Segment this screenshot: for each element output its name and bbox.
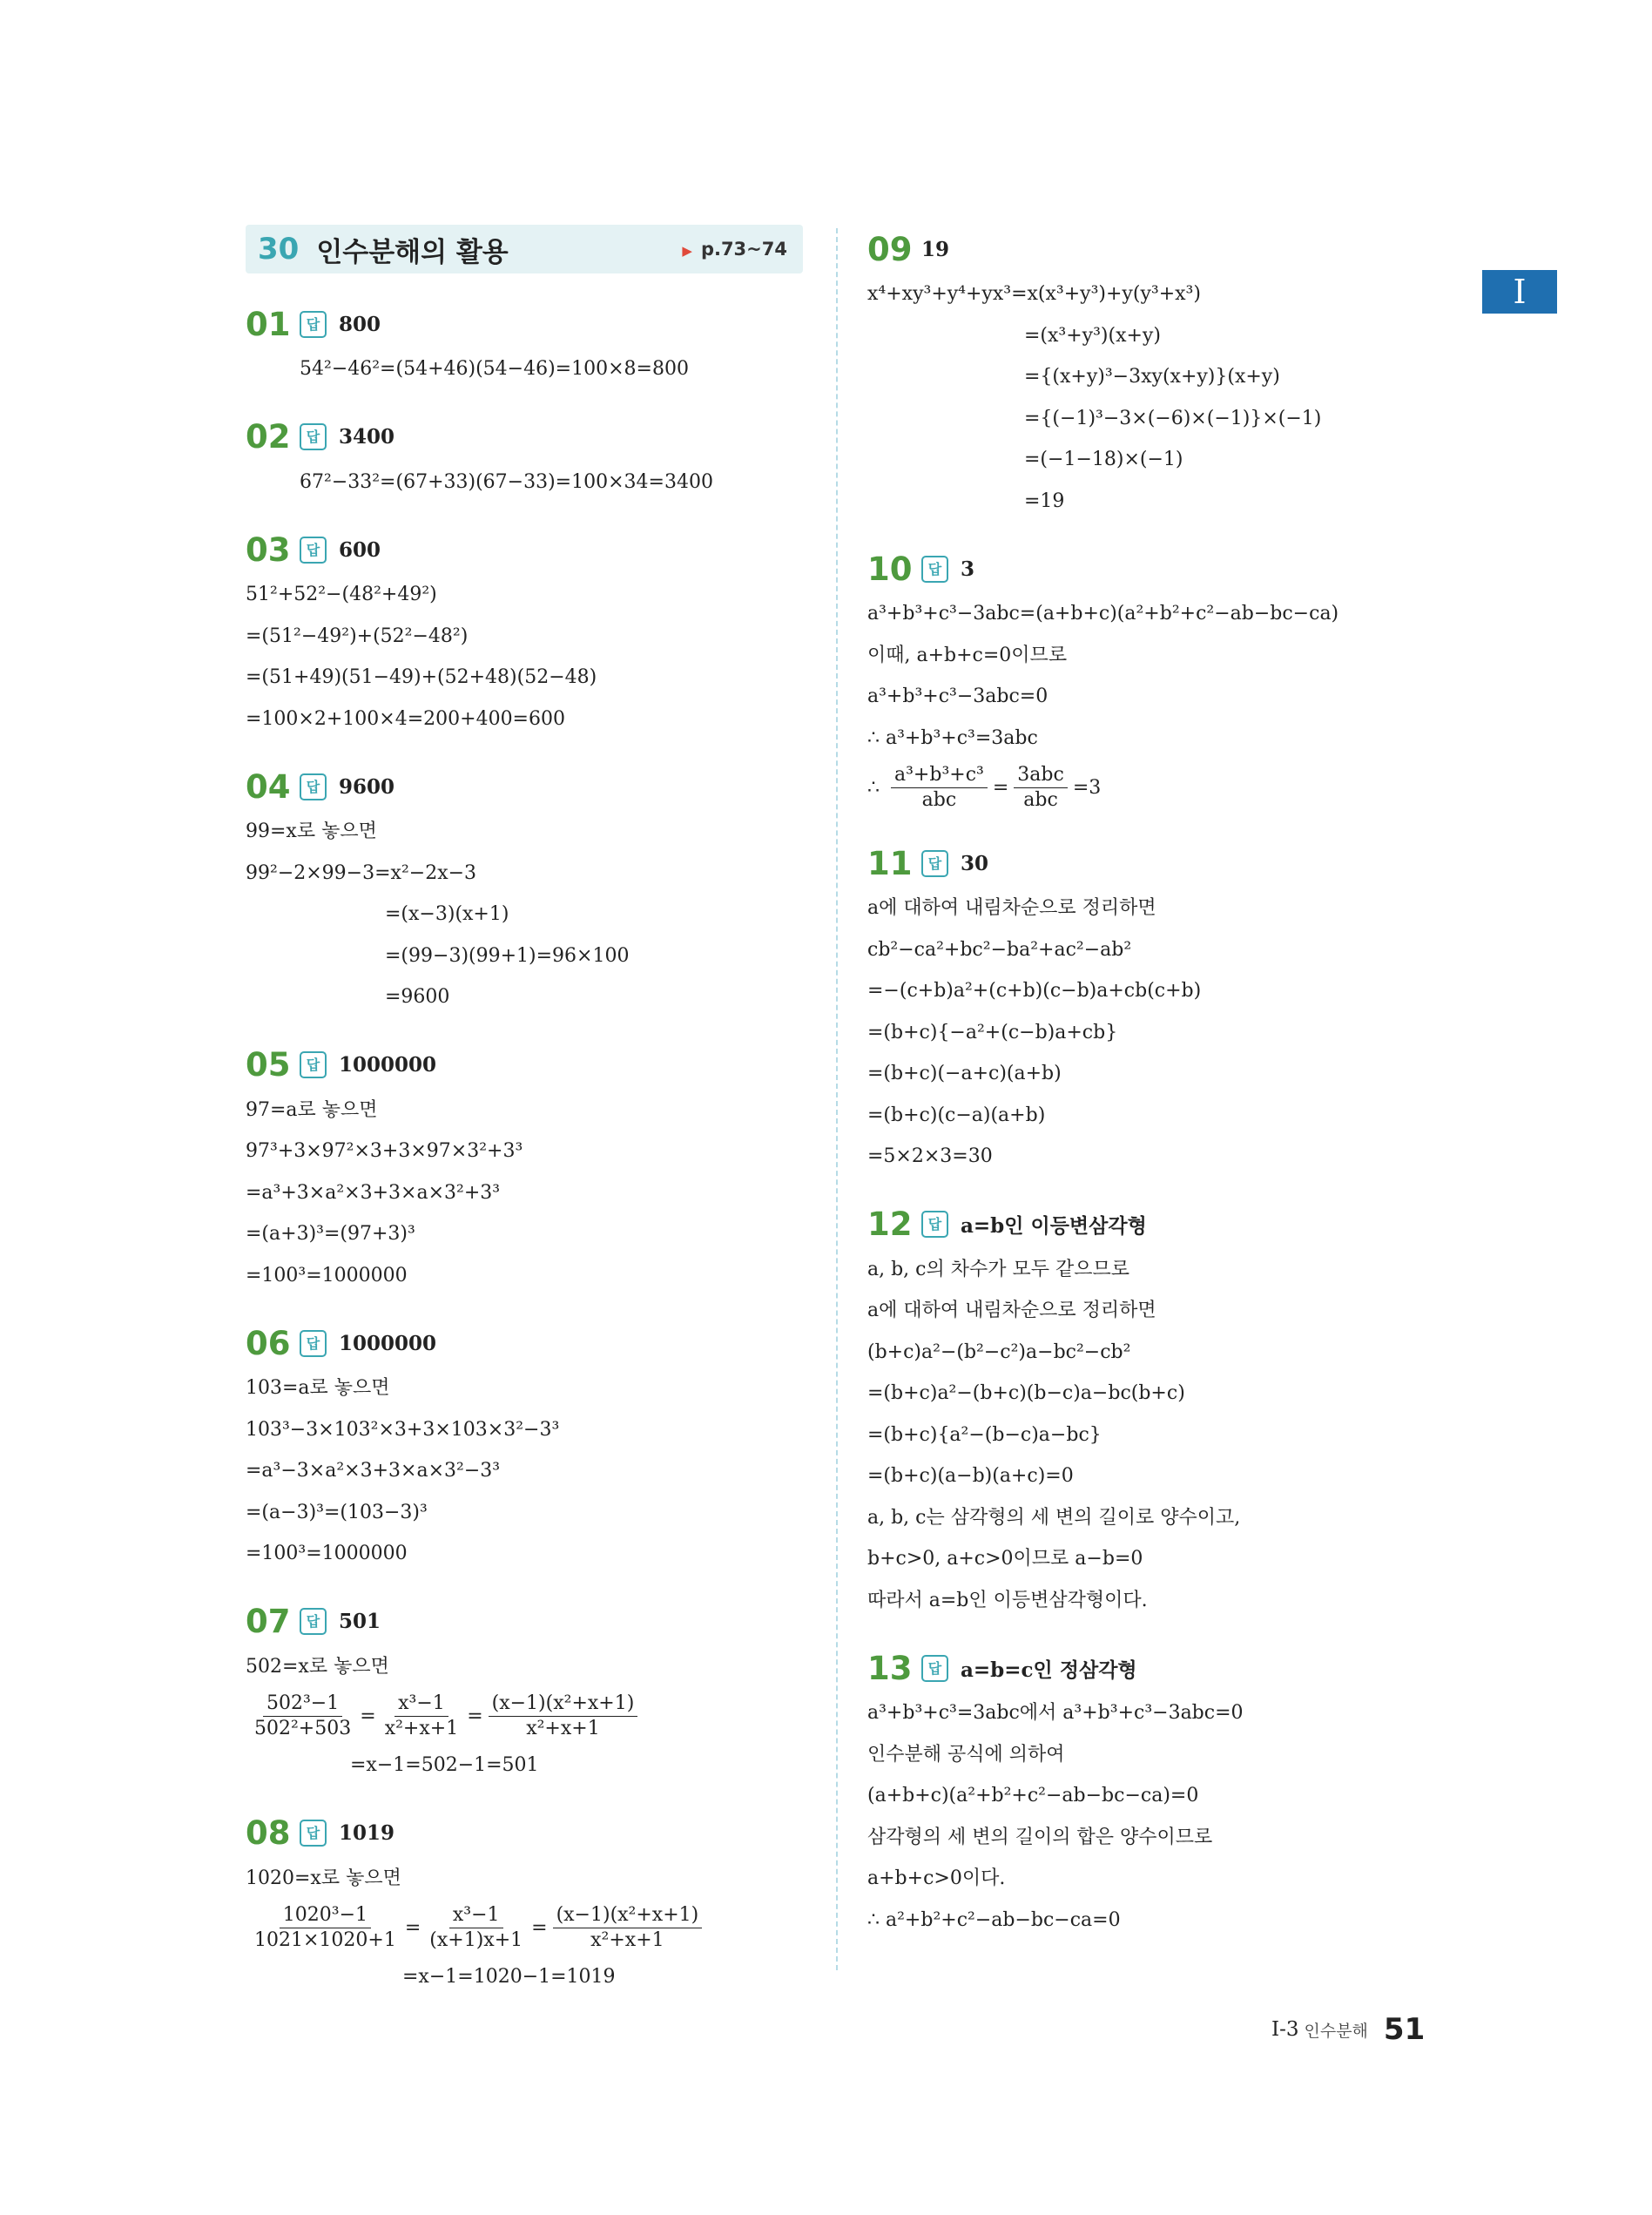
problem-number: 11 <box>867 844 913 882</box>
answer-badge: 답 <box>300 311 327 338</box>
problem-02 <box>246 413 803 503</box>
problem-11 <box>867 839 1468 1178</box>
fraction-numerator: a³+b³+c³ <box>891 763 988 788</box>
solution-line: =a³+3×a²×3+3×a×3²+3³ <box>246 1181 501 1204</box>
solution-line: 99=x로 놓으면 <box>246 820 377 842</box>
solution-line: 1020=x로 놓으면 <box>246 1867 401 1889</box>
answer-badge: 답 <box>300 423 327 450</box>
fraction <box>251 1903 400 1953</box>
problem-04 <box>246 762 803 1018</box>
solution-line: =(x−3)(x+1) <box>385 903 509 925</box>
problem-08 <box>246 1809 803 1998</box>
answer-badge: 답 <box>300 1330 327 1357</box>
problem-header <box>867 839 1468 888</box>
solution-line: =(b+c){a²−(b−c)a−bc} <box>867 1423 1102 1446</box>
section-title: 인수분해의 활용 <box>316 236 509 268</box>
problem-01 <box>246 300 803 390</box>
fraction <box>553 1903 703 1953</box>
fraction-denominator: 502²+503 <box>254 1717 352 1739</box>
fraction-numerator: x³−1 <box>394 1692 448 1717</box>
problem-03 <box>246 525 803 739</box>
right-column <box>867 225 1468 1963</box>
left-problems <box>246 300 803 1998</box>
solution-line: 502=x로 놓으면 <box>246 1655 389 1678</box>
fraction-denominator: x²+x+1 <box>590 1928 664 1951</box>
solution-line: a³+b³+c³−3abc=0 <box>867 685 1049 707</box>
problem-number: 13 <box>867 1649 913 1687</box>
fraction <box>251 1692 354 1741</box>
solution-line: a³+b³+c³−3abc=(a+b+c)(a²+b²+c²−ab−bc−ca) <box>867 603 1339 625</box>
problem-header <box>246 300 803 348</box>
solution-line: =x−1=502−1=501 <box>350 1754 539 1776</box>
solution-line: =5×2×3=30 <box>867 1145 993 1167</box>
section-header <box>246 225 803 273</box>
solution-line: =100×2+100×4=200+400=600 <box>246 707 565 730</box>
problem-header <box>867 1644 1468 1692</box>
problem-header <box>246 762 803 811</box>
solution-line: ∴ a²+b²+c²−ab−bc−ca=0 <box>867 1908 1121 1931</box>
equals-sign: = <box>360 1705 376 1727</box>
answer-value: 501 <box>339 1610 381 1633</box>
problem-number: 12 <box>867 1205 913 1243</box>
page-number: 51 <box>1383 2012 1426 2047</box>
solution-line: ∴ a³+b³+c³=3abc <box>867 726 1038 749</box>
solution-line: 99²−2×99−3=x²−2x−3 <box>246 861 477 884</box>
solution-line: b+c>0, a+c>0이므로 a−b=0 <box>867 1548 1143 1570</box>
fraction-denominator: x²+x+1 <box>384 1717 459 1739</box>
footer-chapter-name: 인수분해 <box>1304 2021 1368 2041</box>
fraction <box>891 763 988 813</box>
equals-sign: = <box>992 776 1009 799</box>
solution-line: =(b+c)(a−b)(a+c)=0 <box>867 1465 1074 1487</box>
fraction-denominator: (x+1)x+1 <box>429 1928 523 1951</box>
fraction-numerator: 502³−1 <box>263 1692 342 1717</box>
section-number: 30 <box>258 232 300 267</box>
solution-line: cb²−ca²+bc²−ba²+ac²−ab² <box>867 938 1132 961</box>
answer-badge: 답 <box>300 1608 327 1635</box>
solution-line: a+b+c>0이다. <box>867 1867 1006 1889</box>
therefore-symbol: ∴ <box>867 776 886 799</box>
solution-line: =(51²−49²)+(52²−48²) <box>246 625 469 647</box>
problem-13 <box>867 1644 1468 1941</box>
page-ref-text: p.73~74 <box>700 239 787 260</box>
problem-header <box>246 1041 803 1090</box>
solution-line: 103³−3×103²×3+3×103×3²−3³ <box>246 1418 560 1441</box>
solution-line: 67²−33²=(67+33)(67−33)=100×34=3400 <box>300 470 713 493</box>
answer-value: a=b인 이등변삼각형 <box>961 1214 1147 1238</box>
section-page-ref <box>682 239 787 260</box>
answer-value: 800 <box>339 312 381 336</box>
problem-number: 01 <box>246 305 291 343</box>
solution-line: =x−1=1020−1=1019 <box>402 1966 616 1988</box>
problem-number: 10 <box>867 550 913 588</box>
solution-line: =(51+49)(51−49)+(52+48)(52−48) <box>246 666 597 688</box>
problem-header <box>867 225 1468 273</box>
solution-line: a, b, c의 차수가 모두 같으므로 <box>867 1258 1129 1280</box>
problem-10 <box>867 544 1468 816</box>
fraction <box>381 1692 462 1741</box>
answer-value: 3400 <box>339 425 395 449</box>
answer-badge: 답 <box>300 1051 327 1078</box>
answer-value: 19 <box>921 237 950 261</box>
solution-line: 97=a로 놓으면 <box>246 1098 378 1121</box>
solution-line: =9600 <box>385 986 450 1008</box>
fraction-line <box>246 1687 803 1745</box>
answer-value: 9600 <box>339 774 395 799</box>
fraction-numerator: 1020³−1 <box>280 1903 371 1928</box>
solution-line: 54²−46²=(54+46)(54−46)=100×8=800 <box>300 358 689 380</box>
solution-line: =(x³+y³)(x+y) <box>1024 324 1161 347</box>
solution-line: =19 <box>1024 490 1065 512</box>
column-divider <box>836 228 838 1970</box>
solution-line: =(a−3)³=(103−3)³ <box>246 1501 428 1523</box>
fraction-line <box>246 1899 803 1956</box>
solution-line: a³+b³+c³=3abc에서 a³+b³+c³−3abc=0 <box>867 1702 1244 1724</box>
fraction-denominator: x²+x+1 <box>526 1717 600 1739</box>
solution-line: ={(−1)³−3×(−6)×(−1)}×(−1) <box>1024 407 1322 429</box>
problem-header <box>246 1597 803 1646</box>
footer-section: I-3 <box>1271 2018 1299 2041</box>
answer-value: 1000000 <box>339 1053 437 1077</box>
answer-badge: 답 <box>300 537 327 564</box>
problem-number: 08 <box>246 1814 291 1852</box>
answer-value: 30 <box>961 851 989 875</box>
problem-header <box>867 544 1468 593</box>
fraction-numerator: 3abc <box>1014 763 1068 788</box>
fraction-denominator: abc <box>921 788 957 811</box>
equals-sign: =3 <box>1072 776 1102 799</box>
solution-line: 97³+3×97²×3+3×97×3²+3³ <box>246 1140 523 1162</box>
solution-line: =(b+c)a²−(b+c)(b−c)a−bc(b+c) <box>867 1382 1185 1404</box>
answer-badge: 답 <box>921 1655 948 1682</box>
equals-sign: = <box>467 1705 483 1727</box>
triangle-icon: ▶ <box>682 243 692 259</box>
answer-badge: 답 <box>921 850 948 877</box>
fraction-line <box>867 759 1468 816</box>
chapter-tab-badge: I <box>1482 270 1557 314</box>
answer-value: a=b=c인 정삼각형 <box>961 1658 1137 1682</box>
solution-line: =(−1−18)×(−1) <box>1024 449 1183 470</box>
answer-badge: 답 <box>921 1211 948 1238</box>
solution-line: =−(c+b)a²+(c+b)(c−b)a+cb(c+b) <box>867 980 1202 1002</box>
problem-number: 05 <box>246 1046 291 1084</box>
problem-05 <box>246 1041 803 1297</box>
fraction-denominator: abc <box>1023 788 1058 811</box>
solution-line: 51²+52²−(48²+49²) <box>246 584 437 605</box>
solution-line: =(b+c){−a²+(c−b)a+cb} <box>867 1021 1118 1043</box>
answer-value: 1000000 <box>339 1331 437 1355</box>
solution-line: a에 대하여 내림차순으로 정리하면 <box>867 1300 1156 1321</box>
solution-line: =(b+c)(c−a)(a+b) <box>867 1104 1046 1126</box>
equals-sign: = <box>531 1916 548 1939</box>
solution-line: 이때, a+b+c=0이므로 <box>867 644 1068 666</box>
solution-line: (b+c)a²−(b²−c²)a−bc²−cb² <box>867 1340 1131 1363</box>
problem-number: 04 <box>246 767 291 806</box>
solution-line: =a³−3×a²×3+3×a×3²−3³ <box>246 1460 501 1482</box>
fraction <box>426 1903 526 1953</box>
problem-number: 07 <box>246 1603 291 1640</box>
problem-header <box>246 413 803 462</box>
solution-line: a에 대하여 내림차순으로 정리하면 <box>867 897 1156 919</box>
problem-header <box>246 525 803 574</box>
problem-09 <box>867 225 1468 522</box>
left-column <box>246 225 803 2021</box>
solution-line: =(a+3)³=(97+3)³ <box>246 1223 415 1245</box>
fraction-denominator: 1021×1020+1 <box>254 1928 396 1951</box>
problem-number: 03 <box>246 530 291 569</box>
problem-number: 06 <box>246 1324 291 1362</box>
answer-value: 3 <box>961 557 975 581</box>
page-footer <box>1271 2012 1425 2047</box>
problem-06 <box>246 1319 803 1575</box>
solution-line: 따라서 a=b인 이등변삼각형이다. <box>867 1589 1148 1611</box>
problem-number: 09 <box>867 230 913 268</box>
solution-line: ={(x+y)³−3xy(x+y)}(x+y) <box>1024 366 1280 388</box>
answer-value: 1019 <box>339 1821 395 1845</box>
solution-line: =100³=1000000 <box>246 1264 408 1286</box>
solution-line: =100³=1000000 <box>246 1543 408 1564</box>
answer-badge: 답 <box>921 556 948 583</box>
answer-badge: 답 <box>300 1820 327 1847</box>
problem-header <box>246 1319 803 1367</box>
solution-line: x⁴+xy³+y⁴+yx³=x(x³+y³)+y(y³+x³) <box>867 283 1201 305</box>
solution-line: (a+b+c)(a²+b²+c²−ab−bc−ca)=0 <box>867 1785 1199 1806</box>
fraction-numerator: x³−1 <box>449 1903 503 1928</box>
solution-line: 삼각형의 세 변의 길이의 합은 양수이므로 <box>867 1826 1213 1848</box>
solution-line: =(99−3)(99+1)=96×100 <box>385 944 630 967</box>
right-problems <box>867 225 1468 1941</box>
equals-sign: = <box>404 1916 421 1939</box>
fraction-numerator: (x−1)(x²+x+1) <box>489 1692 638 1717</box>
answer-badge: 답 <box>300 773 327 800</box>
fraction-numerator: (x−1)(x²+x+1) <box>553 1903 703 1928</box>
solution-line: =(b+c)(−a+c)(a+b) <box>867 1063 1062 1084</box>
problem-12 <box>867 1200 1468 1622</box>
solution-line: 인수분해 공식에 의하여 <box>867 1743 1065 1766</box>
problem-header <box>246 1809 803 1858</box>
problem-07 <box>246 1597 803 1786</box>
problem-header <box>867 1200 1468 1249</box>
fraction <box>1014 763 1068 813</box>
answer-value: 600 <box>339 537 381 562</box>
problem-number: 02 <box>246 418 291 456</box>
solution-line: a, b, c는 삼각형의 세 변의 길이로 양수이고, <box>867 1506 1241 1529</box>
solution-line: 103=a로 놓으면 <box>246 1377 390 1399</box>
fraction <box>489 1692 638 1741</box>
